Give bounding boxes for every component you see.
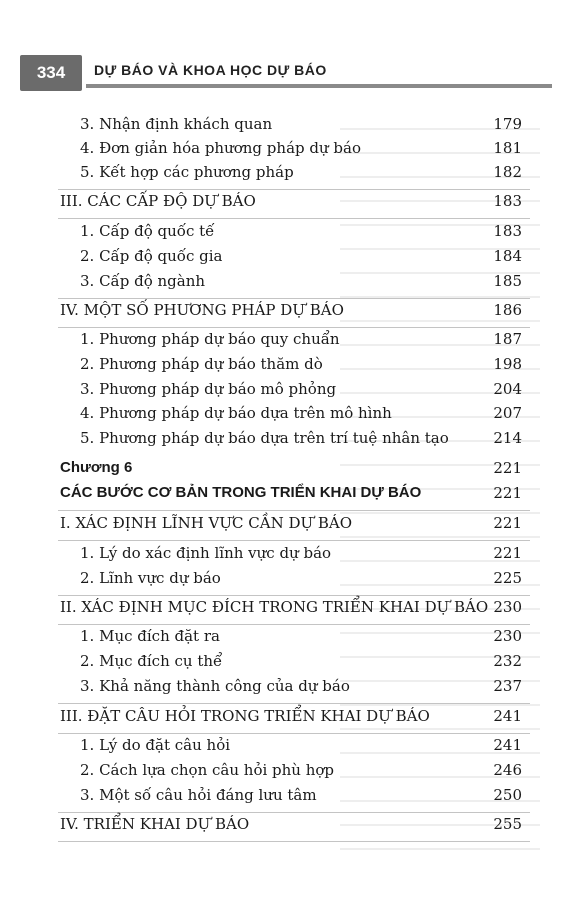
toc-entry: [0, 426, 570, 450]
toc-entry-label: 2. Cấp độ quốc gia: [80, 247, 223, 265]
toc-entry: [0, 595, 570, 619]
toc-entry-page: 221: [493, 459, 522, 477]
toc-entry-page: 181: [493, 139, 522, 157]
toc-entry-page: 214: [493, 429, 522, 447]
toc-entry: [0, 377, 570, 401]
toc-entry-page: 241: [493, 736, 522, 754]
toc-entry-page: 204: [493, 380, 522, 398]
toc-entry: [0, 327, 570, 351]
toc-entry: [0, 298, 570, 322]
toc-entry-page: 221: [493, 514, 522, 532]
toc-entry: [0, 812, 570, 836]
toc-entry: [0, 733, 570, 757]
toc-entry-label: Chương 6: [60, 459, 133, 476]
toc-entry: [0, 189, 570, 213]
toc-entry-label: IV. TRIỂN KHAI DỰ BÁO: [60, 815, 250, 833]
toc-entry-page: 186: [493, 301, 522, 319]
toc-entry-label: 4. Đơn giản hóa phương pháp dự báo: [80, 139, 361, 157]
toc-entry-page: 183: [493, 222, 522, 240]
toc-entry: [0, 541, 570, 565]
toc-entry-label: 1. Phương pháp dự báo quy chuẩn: [80, 330, 340, 348]
toc-entry-label: 1. Cấp độ quốc tế: [80, 222, 215, 240]
toc-entry-label: 1. Lý do xác định lĩnh vực dự báo: [80, 544, 332, 562]
toc-entry-label: 4. Phương pháp dự báo dựa trên mô hình: [80, 404, 392, 422]
toc-entry-page: 230: [493, 627, 522, 645]
toc-entry-page: 221: [493, 544, 522, 562]
toc-entry-page: 182: [493, 163, 522, 181]
toc-entry-page: 225: [493, 569, 522, 587]
toc-entry: [0, 456, 570, 480]
toc-entry-label: II. XÁC ĐỊNH MỤC ĐÍCH TRONG TRIỂN KHAI DỰ BÁO: [60, 598, 489, 616]
toc-entry-label: 2. Phương pháp dự báo thăm dò: [80, 355, 323, 373]
toc-entry: [0, 624, 570, 648]
toc-entry-page: 198: [493, 355, 522, 373]
toc-entry-label: III. ĐẶT CÂU HỎI TRONG TRIỂN KHAI DỰ BÁO: [60, 707, 430, 725]
toc-entry-page: 232: [493, 652, 522, 670]
toc-entry: [0, 112, 570, 136]
toc-entry: [0, 674, 570, 698]
toc-entry-page: 255: [493, 815, 522, 833]
toc-entry-label: 1. Lý do đặt câu hỏi: [80, 736, 231, 754]
book-title: DỰ BÁO VÀ KHOA HỌC DỰ BÁO: [94, 62, 327, 78]
toc-entry-label: CÁC BƯỚC CƠ BẢN TRONG TRIỂN KHAI DỰ BÁO: [60, 484, 422, 501]
toc-entry: [0, 269, 570, 293]
toc-entry-page: 237: [493, 677, 522, 695]
toc-entry: [0, 481, 570, 505]
toc-entry: [0, 219, 570, 243]
toc-entry-label: 2. Cách lựa chọn câu hỏi phù hợp: [80, 761, 335, 779]
toc-entry-label: 3. Nhận định khách quan: [80, 115, 273, 133]
toc-entry-page: 185: [493, 272, 522, 290]
toc-entry: [0, 511, 570, 535]
toc-entry-page: 183: [493, 192, 522, 210]
toc-entry: [0, 160, 570, 184]
toc-entry-label: 3. Phương pháp dự báo mô phỏng: [80, 380, 337, 398]
toc-entry-label: 3. Một số câu hỏi đáng lưu tâm: [80, 786, 317, 804]
toc-entry-page: 221: [493, 484, 522, 502]
toc-entry-page: 250: [493, 786, 522, 804]
toc-entry-label: 2. Lĩnh vực dự báo: [80, 569, 221, 587]
toc-entry-page: 179: [493, 115, 522, 133]
toc-entry-page: 187: [493, 330, 522, 348]
toc-entry-page: 230: [493, 598, 522, 616]
toc-entry-page: 184: [493, 247, 522, 265]
page-number: 334: [20, 55, 82, 91]
toc-entry-label: 5. Kết hợp các phương pháp: [80, 163, 294, 181]
toc-entry: [0, 244, 570, 268]
toc-entry: [0, 352, 570, 376]
toc-entry-label: III. CÁC CẤP ĐỘ DỰ BÁO: [60, 192, 256, 210]
toc-entry-page: 241: [493, 707, 522, 725]
toc-entry-label: IV. MỘT SỐ PHƯƠNG PHÁP DỰ BÁO: [60, 301, 344, 319]
toc-entry: [0, 704, 570, 728]
toc-entry: [0, 649, 570, 673]
toc-entry: [0, 566, 570, 590]
toc-entry-label: 2. Mục đích cụ thể: [80, 652, 223, 670]
toc-entry: [0, 401, 570, 425]
toc-entry: [0, 136, 570, 160]
toc-entry-label: 1. Mục đích đặt ra: [80, 627, 220, 645]
toc-entry-label: I. XÁC ĐỊNH LĨNH VỰC CẦN DỰ BÁO: [60, 514, 353, 532]
toc-entry: [0, 783, 570, 807]
toc-entry-page: 207: [493, 404, 522, 422]
toc-entry-label: 3. Cấp độ ngành: [80, 272, 206, 290]
toc-entry-label: 5. Phương pháp dự báo dựa trên trí tuệ nhân tạo: [80, 429, 449, 447]
toc-entry-page: 246: [493, 761, 522, 779]
toc-entry: [0, 758, 570, 782]
toc-entry-label: 3. Khả năng thành công của dự báo: [80, 677, 350, 695]
